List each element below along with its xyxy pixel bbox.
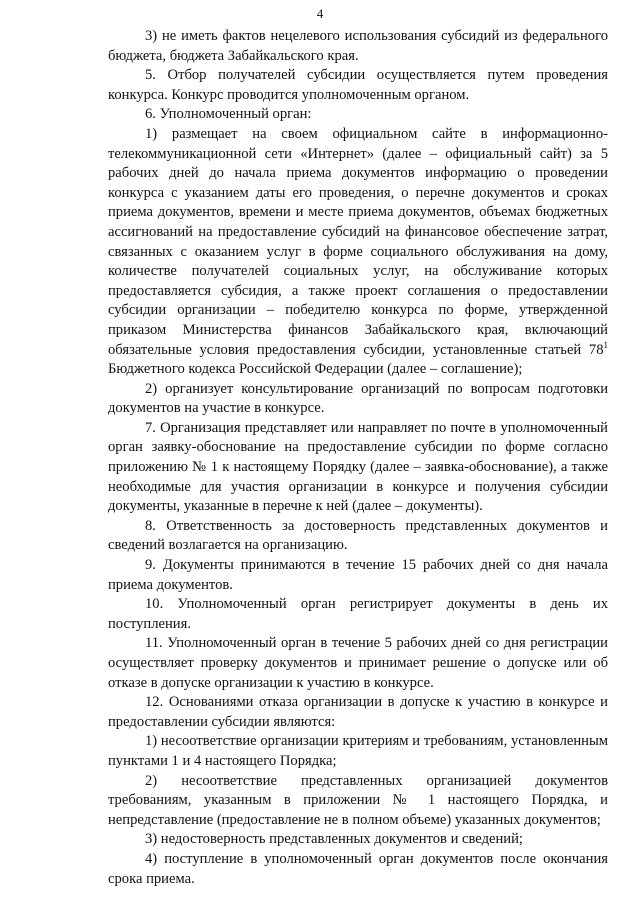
paragraph-6-item-1-tail: Бюджетного кодекса Российской Федерации (далее – соглашение); xyxy=(108,361,523,378)
paragraph-9: 9. Документы принимаются в течение 15 рабочих дней со дня начала приема документов. xyxy=(108,557,608,593)
paragraph-5: 5. Отбор получателей субсидии осуществляется путем проведения конкурса. Конкурс проводится уполномоченным органом. xyxy=(108,67,608,103)
paragraph-12-item-1: 1) несоответствие организации критериям и требованиям, установленным пунктами 1 и 4 настоящего Порядка; xyxy=(108,733,608,769)
paragraph-12: 12. Основаниями отказа организации в допуске к участию в конкурсе и предоставлении субсидии являются: xyxy=(108,694,608,730)
paragraph-12-item-4: 4) поступление в уполномоченный орган документов после окончания срока приема. xyxy=(108,850,608,887)
paragraph-10: 10. Уполномоченный орган регистрирует документы в день их поступления. xyxy=(108,596,608,632)
paragraph-7: 7. Организация представляет или направляет по почте в уполномоченный орган заявку-обоснование на предоставление субсидии по форме согласно приложению № 1 к настоящему Порядку (далее – заявка-обоснование), а также необходимые для участия организации в конкурсе и получения субсидии документы, указанные в перечне к ней (далее – документы). xyxy=(108,419,608,515)
paragraph-11: 11. Уполномоченный орган в течение 5 рабочих дней со дня регистрации осуществляет проверку документов и принимает решение о допуске или об отказе в допуске организации к участию в конкурсе. xyxy=(108,635,608,691)
paragraph-8: 8. Ответственность за достоверность представленных документов и сведений возлагается на организацию. xyxy=(108,517,608,554)
paragraph-6-heading: 6. Уполномоченный орган: xyxy=(145,106,312,123)
paragraph-6-item-1-text: 1) размещает на своем официальном сайте в информационно-телекоммуникационной сети «Интернет» (далее – официальный сайт) за 5 рабочих дней до начала приема документов информацию о проведении конкурса с указанием даты его проведения, о перечне документов и сроках приема документов, времени и месте приема документов, объемах бюджетных ассигнований на предоставление субсидий на финансовое обеспечение затрат, связанных с оказанием услуг в форме социального обслуживания на дому, количестве получателей социальных услуг, на обслуживание которых предоставляется субсидия, а также проект соглашения о предоставлении субсидии организации – победителю конкурса по форме, утвержденной приказом Министерства финансов Забайкальского края, включающий обязательные условия предоставления субсидии, установленные статьей 78 xyxy=(108,125,608,358)
paragraph-12-item-2: 2) несоответствие представленных организацией документов требованиям, указанным в приложении № 1 настоящего Порядка, и непредставление (предоставление не в полном объеме) указанных документов; xyxy=(108,772,608,828)
page-number: 4 xyxy=(316,6,324,21)
paragraph-6-item-1 xyxy=(108,125,608,380)
document-body xyxy=(108,27,608,889)
article-superscript: 1 xyxy=(603,339,608,350)
paragraph-12-item-3: 3) недостоверность представленных документов и сведений; xyxy=(145,831,523,848)
paragraph-item-3: 3) не иметь фактов нецелевого использования субсидий из федерального бюджета, бюджета Забайкальского края. xyxy=(108,28,608,64)
paragraph-6-item-2: 2) организует консультирование организаций по вопросам подготовки документов на участие в конкурсе. xyxy=(108,380,608,417)
